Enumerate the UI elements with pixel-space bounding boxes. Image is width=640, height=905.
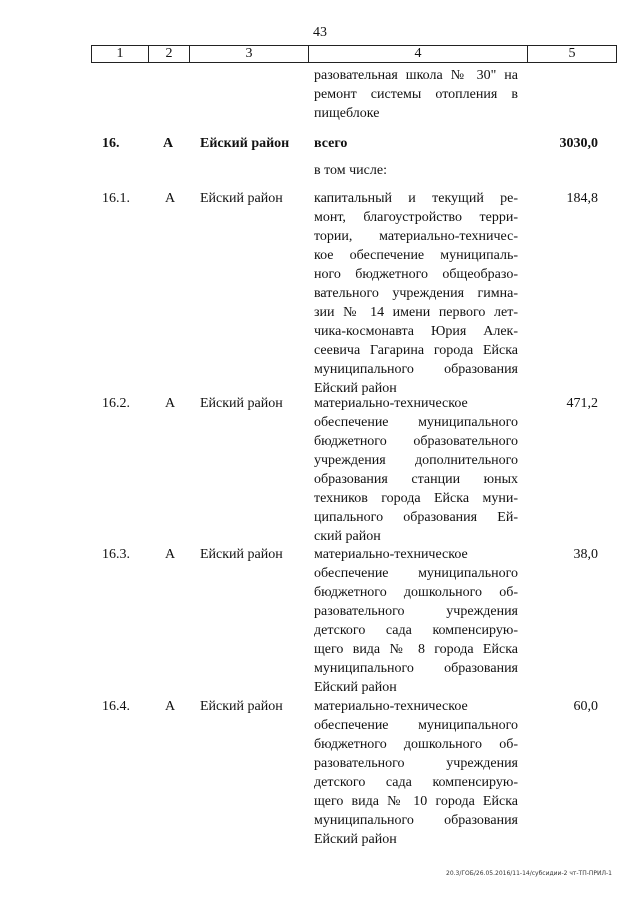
row-amount: 38,0 <box>573 547 598 562</box>
row-description <box>314 545 518 697</box>
row-category: А <box>163 136 174 151</box>
row-number: 16.3. <box>102 547 130 562</box>
row-number: 16.4. <box>102 699 130 714</box>
text-line: вательного учреждения гимна- <box>314 286 518 301</box>
text-line: муниципального образования <box>314 813 518 828</box>
text-line: ремонт системы отопления в <box>314 87 518 102</box>
row-amount: 60,0 <box>573 699 598 714</box>
row-district: Ейский район <box>200 136 290 151</box>
text-line: кое обеспечение муниципаль- <box>314 248 518 263</box>
row-description <box>314 697 518 849</box>
text-line: муниципального образования <box>314 362 518 377</box>
text-line: учреждения дополнительного <box>314 453 518 468</box>
text-line: щего вида № 10 города Ейска <box>314 794 518 809</box>
row-description <box>314 189 518 398</box>
column-header-1: 1 <box>92 46 149 63</box>
text-line: щего вида № 8 города Ейска <box>314 642 518 657</box>
row-amount: 184,8 <box>566 191 598 206</box>
column-header-4: 4 <box>309 46 528 63</box>
text-line: капитальный и текущий ре- <box>314 191 518 206</box>
column-header-2: 2 <box>149 46 190 63</box>
text-line: чика-космонавта Юрия Алек- <box>314 324 518 339</box>
text-line: тории, материально-техничес- <box>314 229 518 244</box>
text-line: разовательного учреждения <box>314 756 518 771</box>
text-line: материально-техническое <box>314 699 468 714</box>
row-district: Ейский район <box>200 396 283 411</box>
text-line: Ейский район <box>314 680 397 695</box>
text-line: бюджетного образовательного <box>314 434 518 449</box>
text-line: обеспечение муниципального <box>314 566 518 581</box>
text-line: Ейский район <box>314 832 397 847</box>
row-number: 16.2. <box>102 396 130 411</box>
row-category: А <box>165 547 176 562</box>
row-district: Ейский район <box>200 191 283 206</box>
text-line: материально-техническое <box>314 396 468 411</box>
continuation-text <box>314 66 518 123</box>
text-line: сеевича Гагарина города Ейска <box>314 343 518 358</box>
text-line: разовательная школа № 30" на <box>314 68 518 83</box>
text-line: ципального образования Ей- <box>314 510 518 525</box>
text-line: детского сада компенсирую- <box>314 623 518 638</box>
text-line: образования станции юных <box>314 472 518 487</box>
row-district: Ейский район <box>200 547 283 562</box>
page-number: 43 <box>313 25 327 40</box>
column-header-5: 5 <box>528 46 617 63</box>
text-line: бюджетного дошкольного об- <box>314 585 518 600</box>
text-line: зии № 14 имени первого лет- <box>314 305 518 320</box>
row-number: 16. <box>102 136 120 151</box>
row-amount: 471,2 <box>566 396 598 411</box>
row-district: Ейский район <box>200 699 283 714</box>
row-category: А <box>165 396 176 411</box>
text-line: разовательного учреждения <box>314 604 518 619</box>
column-header-3: 3 <box>190 46 309 63</box>
text-line: ский район <box>314 529 381 544</box>
text-line: бюджетного дошкольного об- <box>314 737 518 752</box>
row-category: А <box>165 699 176 714</box>
text-line: обеспечение муниципального <box>314 718 518 733</box>
row-category: А <box>165 191 176 206</box>
text-line: обеспечение муниципального <box>314 415 518 430</box>
footer-reference: 20.3/ГОБ/26.05.2016/11-14/субсидии-2 чт-ТП-ПРИЛ-1 <box>446 870 612 877</box>
text-line: ного бюджетного общеобразо- <box>314 267 518 282</box>
row-amount: 3030,0 <box>559 136 598 151</box>
in-that-number-text: в том числе: <box>314 163 387 178</box>
text-line: детского сада компенсирую- <box>314 775 518 790</box>
text-line: техников города Ейска муни- <box>314 491 518 506</box>
text-line: муниципального образования <box>314 661 518 676</box>
row-description: всего <box>314 136 348 151</box>
text-line: пищеблоке <box>314 106 380 121</box>
text-line: монт, благоустройство терри- <box>314 210 518 225</box>
row-number: 16.1. <box>102 191 130 206</box>
column-header-row <box>91 45 617 63</box>
row-description <box>314 394 518 546</box>
text-line: материально-техническое <box>314 547 468 562</box>
text-line: Ейский район <box>314 381 397 396</box>
